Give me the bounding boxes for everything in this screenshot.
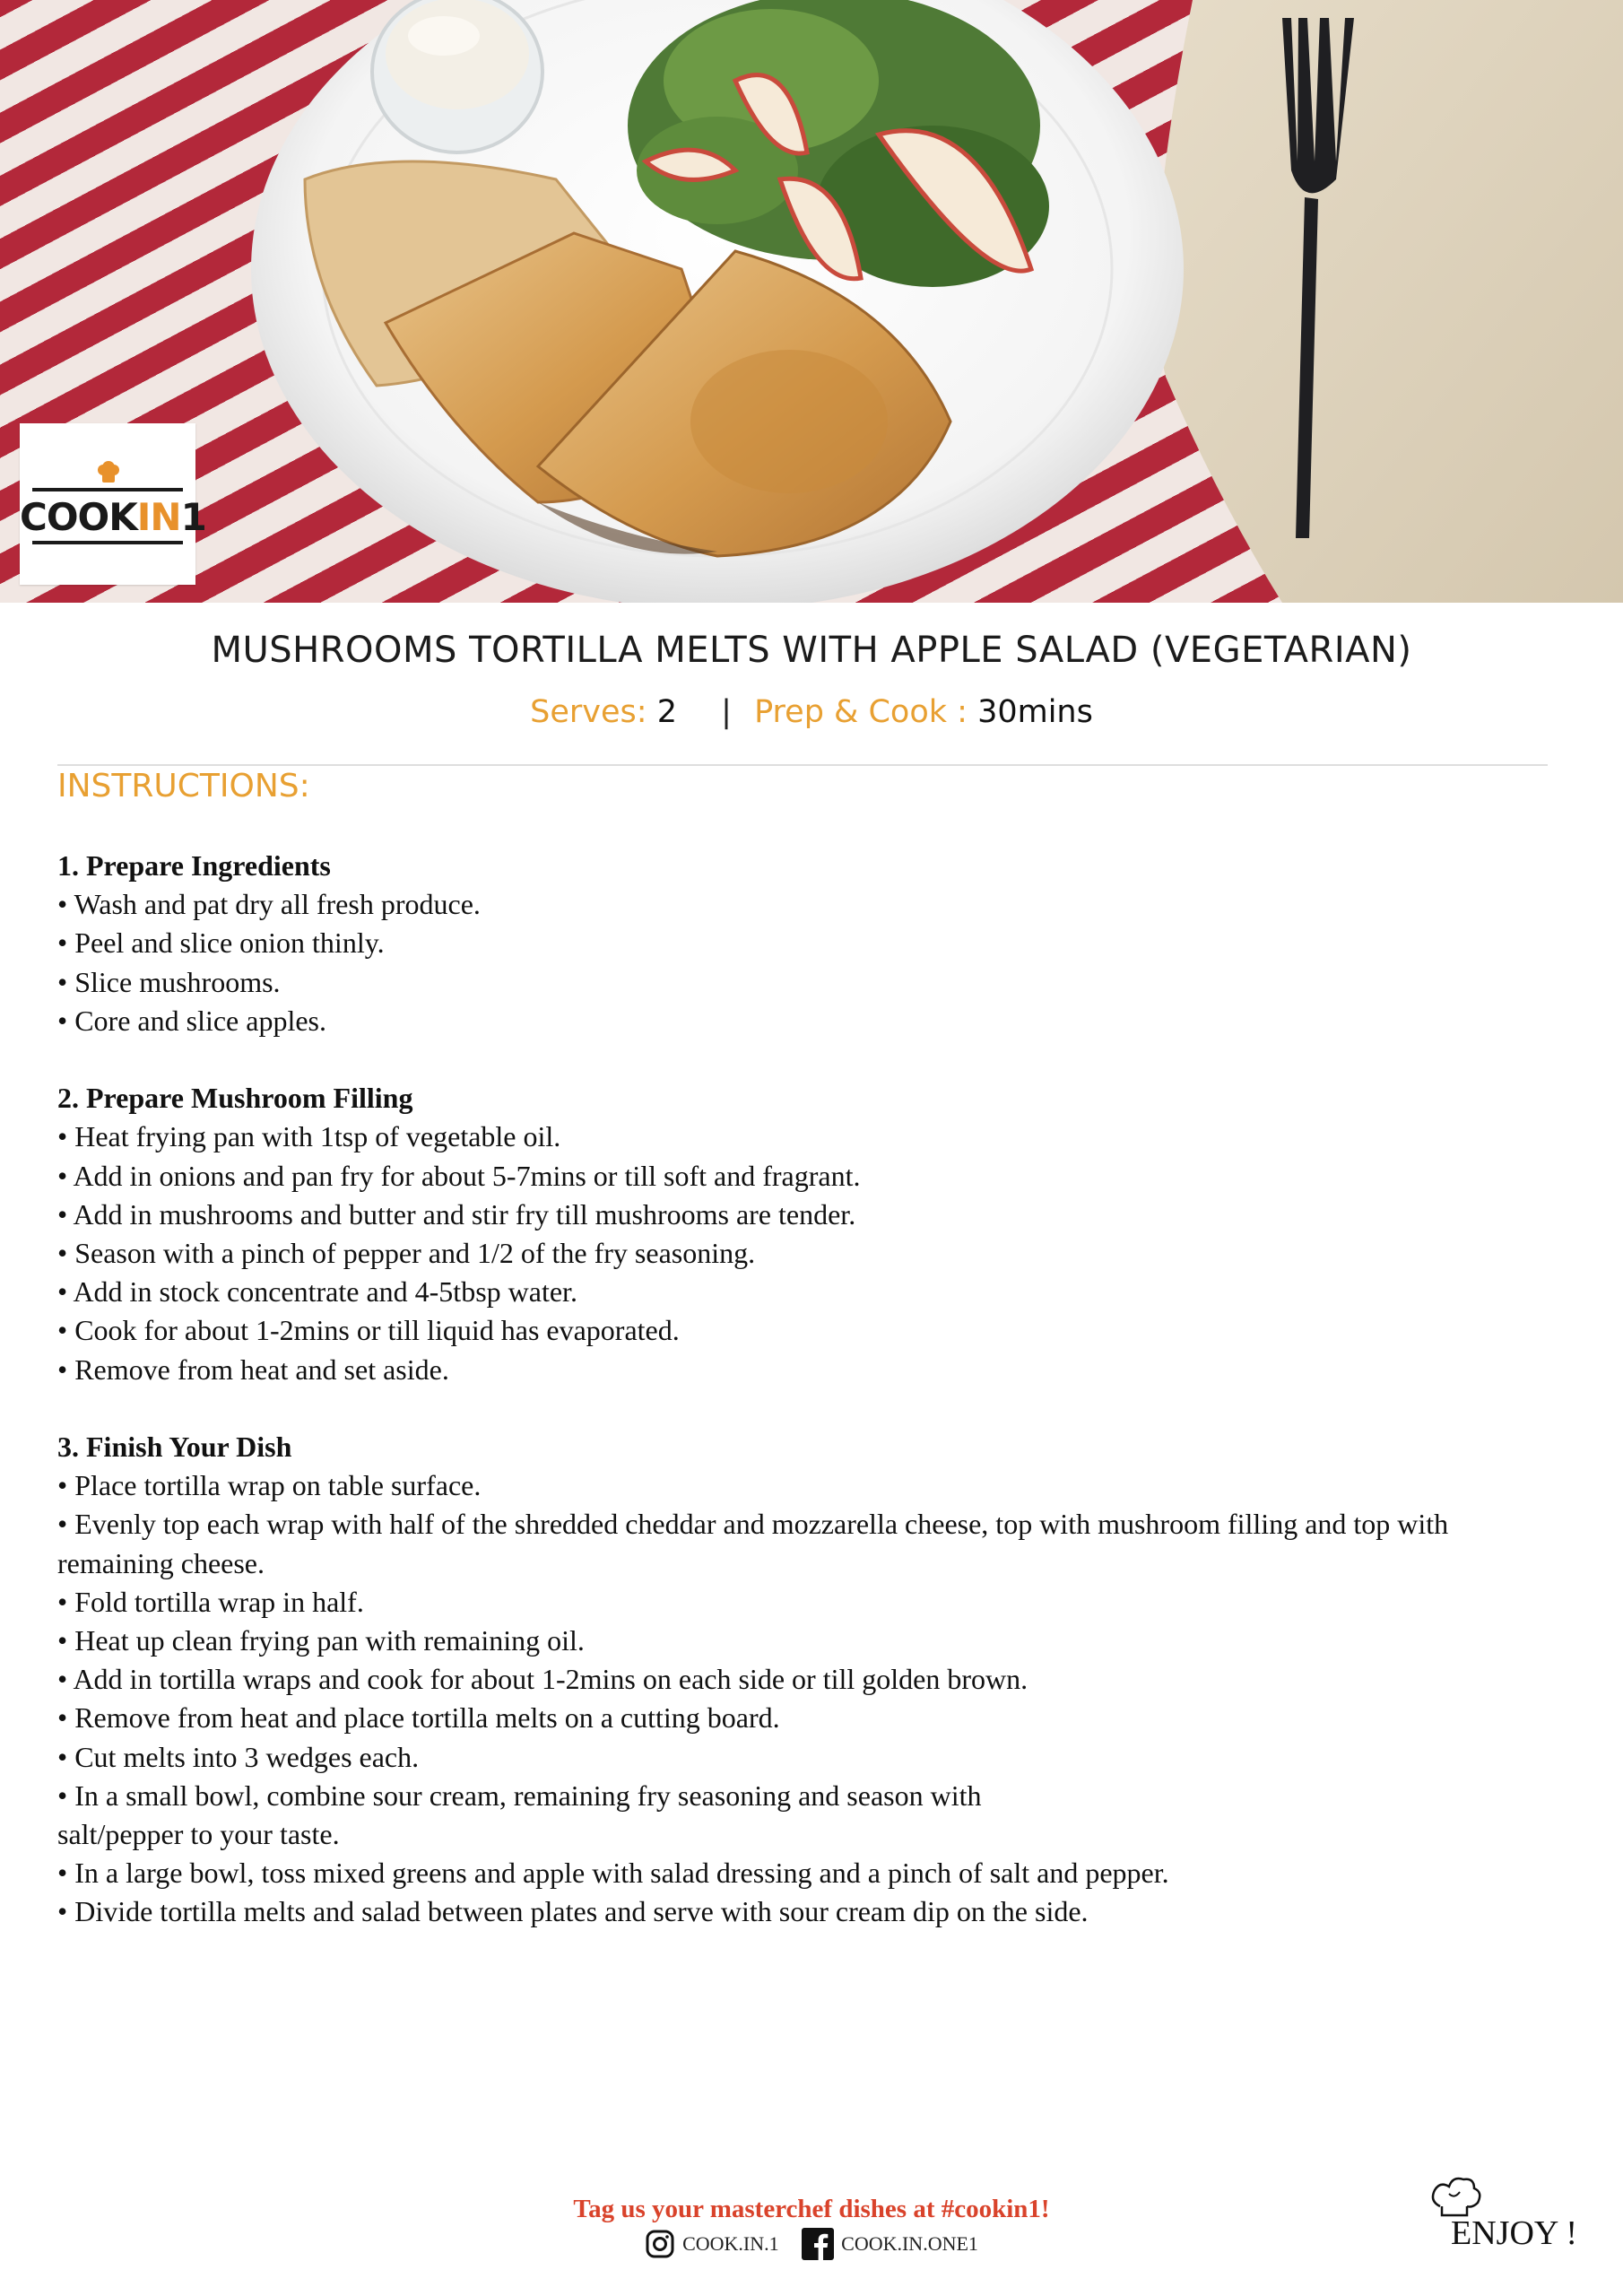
- prep-label: Prep & Cook :: [754, 694, 968, 730]
- instructions-body: [57, 847, 1564, 1932]
- enjoy-text: ENJOY !: [1451, 2214, 1578, 2252]
- recipe-title: MUSHROOMS TORTILLA MELTS WITH APPLE SALAD (VEGETARIAN): [211, 630, 1412, 671]
- list-item: • Evenly top each wrap with half of the shredded cheddar and mozzarella cheese, top with mushroom filling and top with remaining cheese.: [57, 1508, 1449, 1579]
- hero-photo: [0, 0, 1623, 603]
- step-title: 1. Prepare Ingredients: [57, 849, 331, 882]
- list-item: • Place tortilla wrap on table surface.: [57, 1469, 482, 1502]
- list-item: • Slice mushrooms.: [57, 965, 281, 998]
- list-item: • Wash and pat dry all fresh produce.: [57, 888, 481, 921]
- list-item: • In a large bowl, toss mixed greens and apple with salad dressing and a pinch of salt and pepper.: [57, 1857, 1169, 1890]
- prep-value: 30mins: [977, 694, 1093, 730]
- step-2: [57, 1079, 1564, 1389]
- list-item: • Core and slice apples.: [57, 1004, 326, 1037]
- meta-separator: |: [721, 694, 732, 730]
- sour-cream-bowl: [372, 0, 542, 152]
- logo-wordmark: COOKIN1: [20, 495, 206, 539]
- list-item: • Heat frying pan with 1tsp of vegetable oil.: [57, 1120, 561, 1153]
- list-item: • Peel and slice onion thinly.: [57, 926, 385, 960]
- list-item: salt/pepper to your taste.: [57, 1818, 340, 1851]
- instagram-link[interactable]: [645, 2229, 779, 2259]
- divider: [57, 764, 1548, 766]
- napkin: [1157, 0, 1623, 603]
- chef-hat-icon: [95, 459, 122, 486]
- instagram-icon: [645, 2229, 675, 2259]
- social-links: [0, 2228, 1623, 2260]
- list-item: • Remove from heat and place tortilla melts on a cutting board.: [57, 1701, 780, 1735]
- instructions-heading: INSTRUCTIONS:: [57, 768, 310, 804]
- list-item: • Remove from heat and set aside.: [57, 1352, 449, 1386]
- footer-tagline: Tag us your masterchef dishes at #cookin1!: [573, 2195, 1050, 2223]
- step-1: [57, 847, 1564, 1040]
- list-item: • Add in mushrooms and butter and stir fry till mushrooms are tender.: [57, 1197, 856, 1231]
- list-item: • Divide tortilla melts and salad between plates and serve with sour cream dip on the side.: [57, 1895, 1089, 1928]
- step-3: [57, 1428, 1564, 1932]
- recipe-meta: [0, 694, 1623, 730]
- list-item: • Fold tortilla wrap in half.: [57, 1585, 364, 1618]
- facebook-handle: COOK.IN.ONE1: [841, 2232, 978, 2255]
- facebook-link[interactable]: [802, 2228, 978, 2260]
- step-title: 2. Prepare Mushroom Filling: [57, 1082, 413, 1115]
- hero-illustration: [0, 0, 1623, 603]
- list-item: • Cook for about 1-2mins or till liquid has evaporated.: [57, 1314, 680, 1347]
- list-item: • In a small bowl, combine sour cream, remaining fry seasoning and season with: [57, 1779, 982, 1812]
- list-item: • Add in tortilla wraps and cook for about 1-2mins on each side or till golden brown.: [57, 1663, 1028, 1696]
- list-item: • Add in stock concentrate and 4-5tbsp water.: [57, 1275, 577, 1309]
- list-item: • Add in onions and pan fry for about 5-7mins or till soft and fragrant.: [57, 1159, 861, 1192]
- chef-hat-icon: [1428, 2174, 1485, 2219]
- serves-label: Serves:: [530, 694, 647, 730]
- instagram-handle: COOK.IN.1: [682, 2232, 779, 2255]
- facebook-icon: [802, 2228, 834, 2260]
- list-item: • Cut melts into 3 wedges each.: [57, 1740, 420, 1773]
- list-item: • Heat up clean frying pan with remaining oil.: [57, 1624, 585, 1657]
- step-title: 3. Finish Your Dish: [57, 1431, 292, 1464]
- serves-value: 2: [656, 694, 677, 730]
- cookin1-logo: [20, 423, 206, 585]
- list-item: • Season with a pinch of pepper and 1/2 of the fry seasoning.: [57, 1237, 756, 1270]
